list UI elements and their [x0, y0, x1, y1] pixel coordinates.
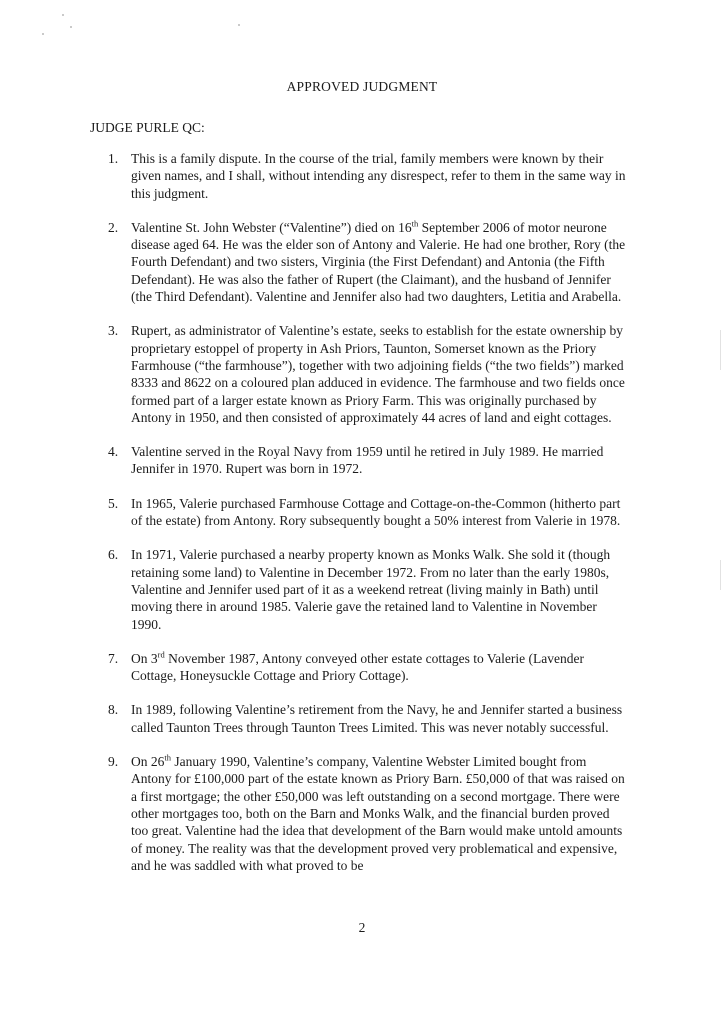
text-run: On 26	[131, 754, 165, 770]
paragraph-text	[131, 650, 628, 685]
paragraph-number: 9.	[108, 754, 119, 770]
judgment-paragraph	[108, 219, 628, 305]
scan-speck	[42, 33, 44, 35]
scan-edge-mark	[720, 330, 721, 370]
text-run: September 2006 of motor neurone disease aged 64. He was the elder son of Antony and Valerie. He had one brother, Rory (the Fourth Defendant) and two sisters, Virginia (the First Defendant) and Antonia (the Fifth Defendant). He was also the father of Rupert (the Claimant), and the husband of Jennifer (the Third Defendant). Valentine and Jennifer also had two daughters, Letitia and Arabella.	[131, 219, 626, 305]
text-run: In 1989, following Valentine’s retirement from the Navy, he and Jennifer started a business called Taunton Trees through Taunton Trees Limited. This was never notably successful.	[131, 702, 623, 735]
text-run: Valentine served in the Royal Navy from 1959 until he retired in July 1989. He married Jennifer in 1970. Rupert was born in 1972.	[131, 444, 604, 477]
text-run: Rupert, as administrator of Valentine’s estate, seeks to establish for the estate ownership by proprietary estoppel of property in Ash Priors, Taunton, Somerset known as the Priory Farmhouse (“the farmhouse”), together with two adjoining fields (“the two fields”) marked 8333 and 8622 on a coloured plan adduced in evidence. The farmhouse and two fields once formed part of a larger estate known as Priory Farm. This was originally purchased by Antony in 1950, and then consisted of approximately 44 acres of land and eight cottages.	[131, 323, 625, 425]
scan-speck	[70, 26, 72, 28]
paragraph-text	[131, 546, 628, 632]
judgment-paragraph	[108, 443, 628, 478]
ordinal-suffix: th	[164, 752, 171, 763]
paragraph-text	[131, 150, 628, 202]
page-number: 2	[358, 920, 366, 935]
text-run: November 1987, Antony conveyed other estate cottages to Valerie (Lavender Cottage, Honeysuckle Cottage and Priory Cottage).	[131, 650, 584, 684]
paragraph-number: 5.	[108, 495, 119, 511]
judgment-paragraph	[108, 322, 628, 426]
paragraph-number: 4.	[108, 444, 119, 460]
scan-speck	[238, 24, 240, 26]
text-run: On 3	[131, 650, 158, 666]
paragraph-number: 3.	[108, 323, 119, 339]
paragraph-text	[131, 753, 628, 874]
paragraph-text	[131, 495, 628, 530]
text-run: In 1965, Valerie purchased Farmhouse Cottage and Cottage-on-the-Common (hitherto part of the estate) from Antony. Rory subsequently bought a 50% interest from Valerie in 1978.	[131, 495, 621, 529]
paragraph-list	[108, 150, 628, 891]
paragraph-number: 8.	[108, 702, 119, 718]
paragraph-text	[131, 443, 628, 478]
paragraph-text	[131, 322, 628, 426]
judgment-paragraph	[108, 701, 628, 736]
text-run: In 1971, Valerie purchased a nearby property known as Monks Walk. She sold it (though retaining some land) to Valentine in December 1972. From no later than the early 1980s, Valentine and Jennifer used part of it as a weekend retreat (living mainly in Bath) until moving there in around 1985. Valerie gave the retained land to Valentine in November 1990.	[131, 547, 611, 632]
document-title: APPROVED JUDGMENT	[286, 79, 438, 94]
ordinal-suffix: rd	[157, 649, 165, 660]
scan-speck	[62, 14, 64, 16]
ordinal-suffix: th	[411, 218, 419, 229]
paragraph-number: 6.	[108, 547, 119, 563]
judgment-paragraph	[108, 495, 628, 530]
judgment-paragraph	[108, 150, 628, 202]
scan-edge-mark	[720, 560, 721, 590]
text-run: January 1990, Valentine’s company, Valentine Webster Limited bought from Antony for £100,000 part of the estate known as Priory Barn. £50,000 of that was raised on a first mortgage; the other £50,000 was left outstanding on a second mortgage. There were other mortgages too, both on the Barn and Monks Walk, and the financial burden proved too great. Valentine had the idea that development of the Barn would make untold amounts of money. The reality was that the development proved very problematical and expensive, and he was saddled with what proved to be	[131, 754, 625, 873]
paragraph-number: 7.	[108, 650, 119, 666]
judgment-paragraph	[108, 753, 628, 874]
text-run: Valentine St. John Webster (“Valentine”) died on 16	[131, 219, 412, 235]
text-run: This is a family dispute. In the course of the trial, family members were known by their given names, and I shall, without intending any disrespect, refer to them in the same way in this judgment.	[131, 151, 626, 201]
paragraph-text	[131, 701, 628, 736]
judgment-paragraph	[108, 546, 628, 632]
paragraph-number: 1.	[108, 151, 119, 166]
judge-heading: JUDGE PURLE QC:	[90, 120, 205, 135]
paragraph-text	[131, 219, 628, 305]
paragraph-number: 2.	[108, 219, 119, 235]
judgment-paragraph	[108, 650, 628, 685]
